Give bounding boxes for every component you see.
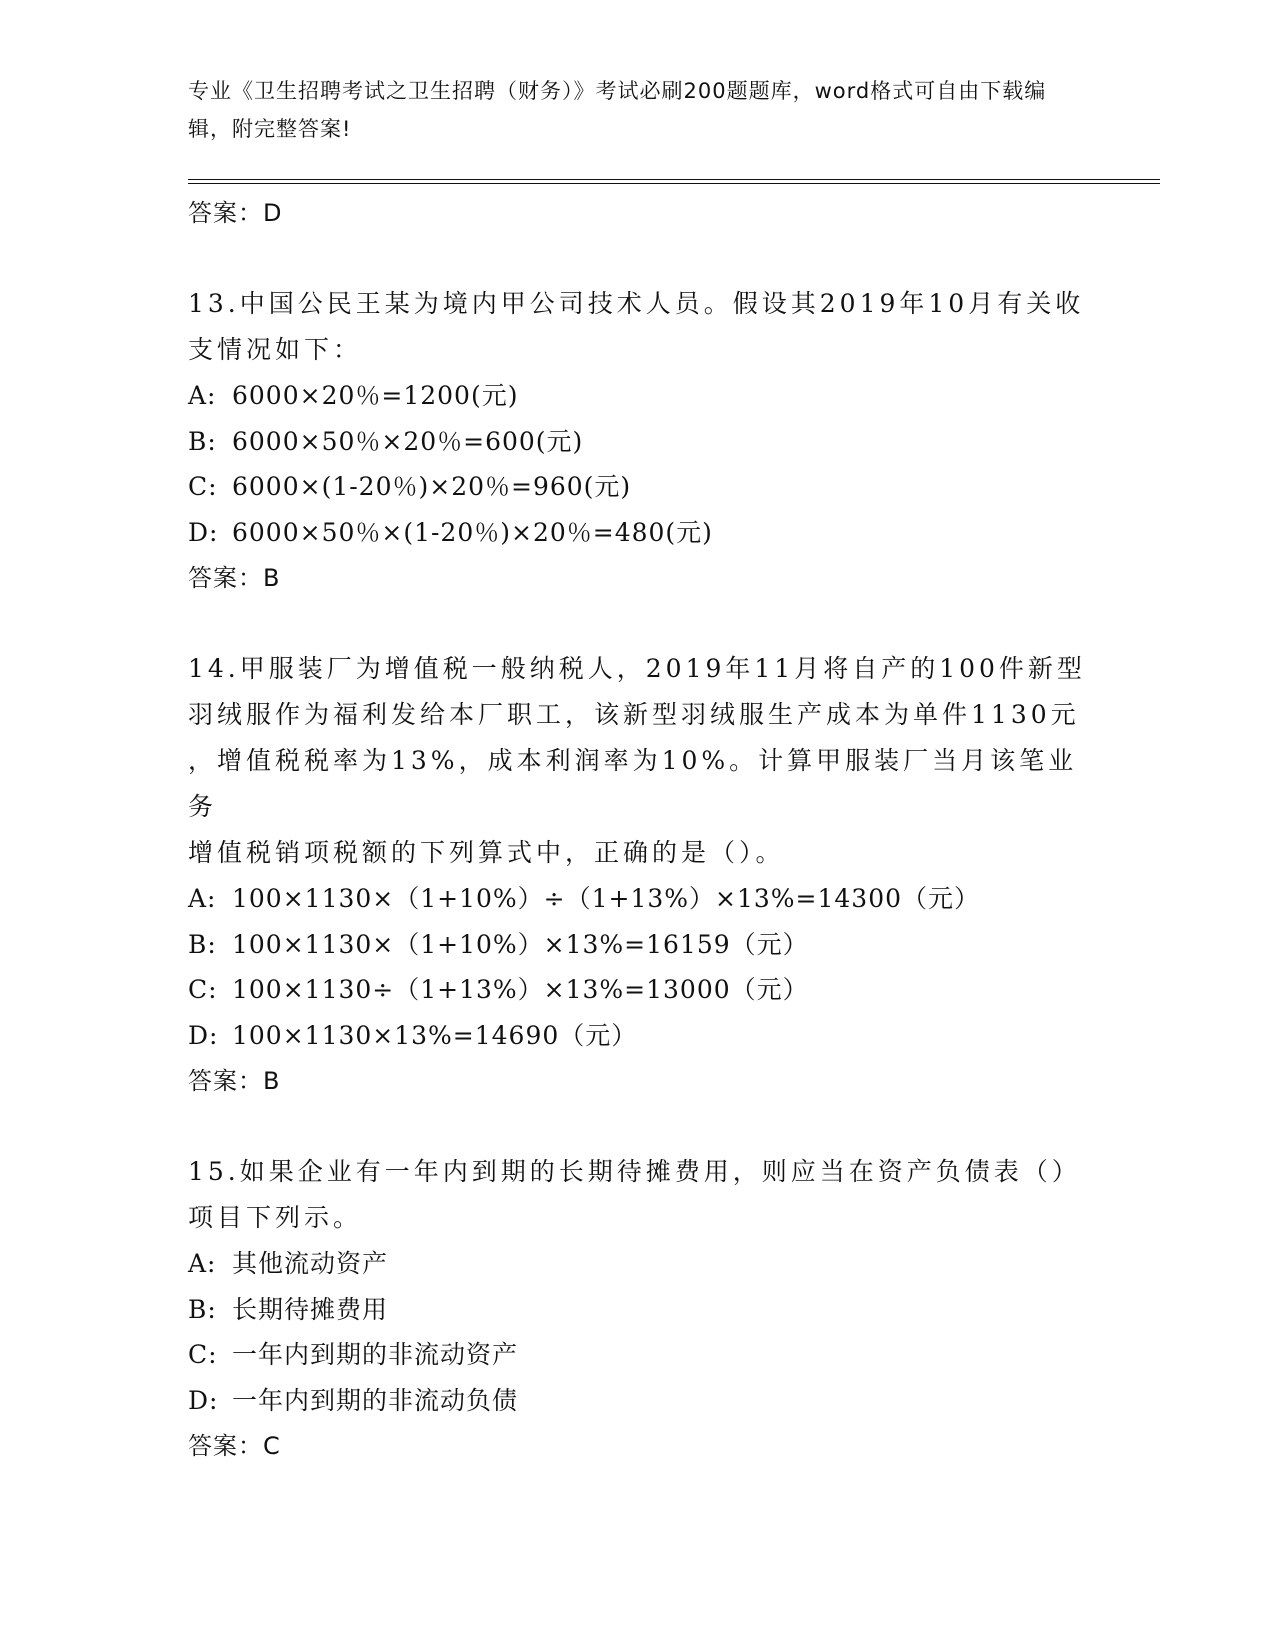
question-14 (188, 646, 1088, 1104)
answer-line: 答案：B (188, 564, 281, 592)
option-b (188, 922, 1088, 968)
option-key: B: (188, 1294, 217, 1324)
option-text: 100×1130×13%=14690（元） (232, 1020, 638, 1050)
option-key: B: (188, 929, 217, 959)
option-key: A: (188, 381, 217, 410)
option-d (188, 1378, 1088, 1424)
page-header (188, 72, 1068, 148)
option-key: A: (188, 884, 217, 913)
answer-line: 答案：B (188, 1067, 281, 1095)
option-text: 6000×50％×20％=600(元) (232, 426, 584, 456)
header-double-rule (188, 179, 1160, 184)
option-key: C: (188, 975, 218, 1004)
option-text: 100×1130×（1+10%）×13%=16159（元） (232, 929, 809, 959)
option-d (188, 1013, 1088, 1059)
option-d (188, 510, 1088, 556)
option-a (188, 876, 1088, 922)
header-text: 专业《卫生招聘考试之卫生招聘（财务）》考试必刷200题题库，word格式可自由下载编辑，附完整答案! (188, 79, 1047, 141)
previous-answer: 答案：D (188, 199, 283, 227)
question-13 (188, 281, 1088, 601)
option-key: D: (188, 517, 219, 547)
option-key: C: (188, 1340, 218, 1369)
question-stem: 14.甲服装厂为增值税一般纳税人，2019年11月将自产的100件新型 羽绒服作为福利发给本厂职工，该新型羽绒服生产成本为单件1130元 ，增值税税率为13%，成本利润率为10%。计算甲服装厂当月该笔业务 增值税销项税额的下列算式中，正确的是（）。 (188, 654, 1086, 867)
question-list (188, 190, 1088, 1469)
option-b (188, 1287, 1088, 1333)
question-stem: 15.如果企业有一年内到期的长期待摊费用，则应当在资产负债表（） 项目下列示。 (188, 1157, 1081, 1232)
option-c (188, 464, 1088, 510)
option-text: 长期待摊费用 (232, 1294, 389, 1324)
option-key: C: (188, 472, 218, 501)
question-15 (188, 1149, 1088, 1469)
option-a (188, 373, 1088, 419)
option-c (188, 1332, 1088, 1378)
option-key: B: (188, 426, 217, 456)
option-key: A: (188, 1249, 217, 1278)
option-key: D: (188, 1020, 219, 1050)
option-b (188, 419, 1088, 465)
question-stem: 13.中国公民王某为境内甲公司技术人员。假设其2019年10月有关收 支情况如下： (188, 289, 1085, 364)
option-c (188, 967, 1088, 1013)
option-text: 其他流动资产 (232, 1249, 389, 1278)
option-a (188, 1241, 1088, 1287)
option-text: 6000×(1-20％)×20％=960(元) (232, 472, 632, 501)
option-text: 100×1130×（1+10%）÷（1+13%）×13%=14300（元） (232, 884, 981, 913)
option-text: 6000×20％=1200(元) (232, 381, 519, 410)
option-text: 一年内到期的非流动负债 (232, 1385, 519, 1415)
option-text: 100×1130÷（1+13%）×13%=13000（元） (232, 975, 809, 1004)
answer-line: 答案：C (188, 1432, 281, 1460)
option-text: 6000×50％×(1-20％)×20％=480(元) (232, 517, 713, 547)
option-text: 一年内到期的非流动资产 (232, 1340, 519, 1369)
option-key: D: (188, 1385, 219, 1415)
